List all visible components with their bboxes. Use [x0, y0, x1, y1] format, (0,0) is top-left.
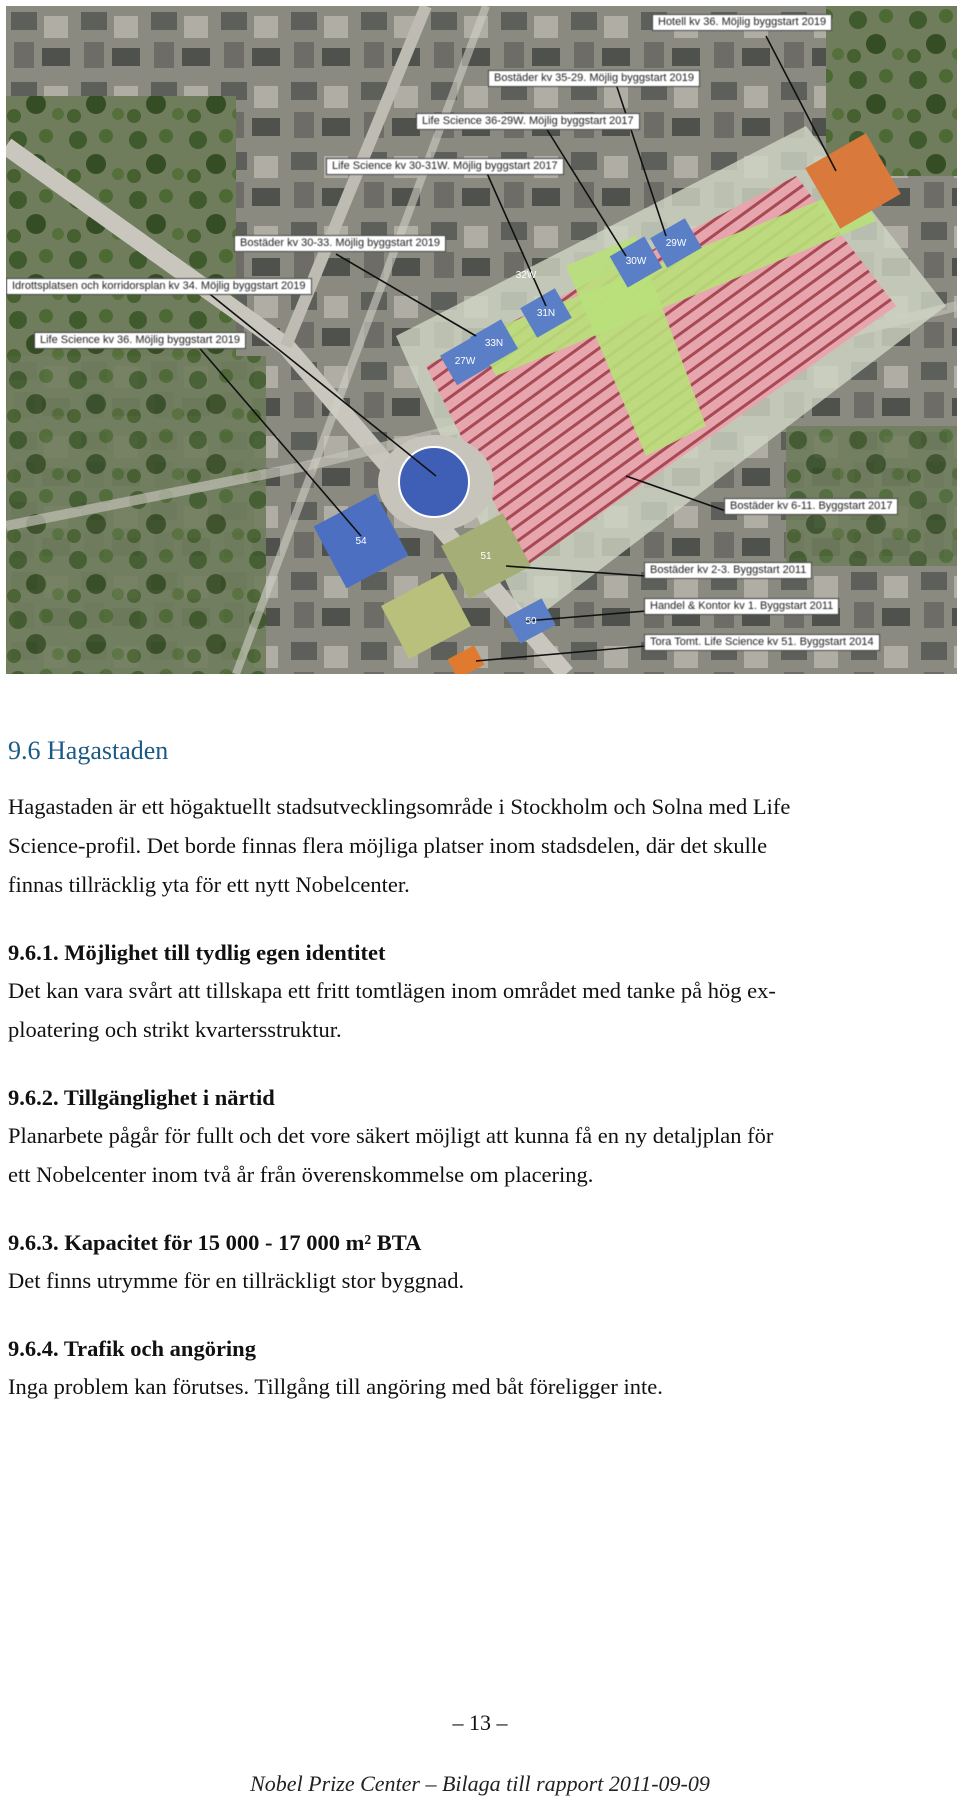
subsection-title: 9.6.3. Kapacitet för 15 000 - 17 000 m² BTA	[8, 1230, 422, 1255]
map-label: Bostäder kv 35-29. Möjlig byggstart 2019	[488, 70, 700, 87]
section-heading: 9.6 Hagastaden	[8, 736, 169, 765]
map-label: Life Science kv 36. Möjlig byggstart 2019	[34, 332, 246, 349]
subsection-line: Det finns utrymme för en tillräckligt stor byggnad.	[8, 1268, 465, 1293]
map-label: Life Science kv 30-31W. Möjlig byggstart 2017	[326, 158, 564, 175]
site-plan-map	[6, 6, 957, 674]
page-footer: Nobel Prize Center – Bilaga till rapport 2011-09-09	[250, 1771, 710, 1796]
map-label: Handel & Kontor kv 1. Byggstart 2011	[644, 598, 839, 615]
block-label: 30W	[625, 256, 647, 267]
intro-line: Science-profil. Det borde finnas flera möjliga platser inom stadsdelen, där det skulle	[8, 833, 768, 858]
map-label: Idrottsplatsen och korridorsplan kv 34. Möjlig byggstart 2019	[6, 278, 312, 295]
subsection-identity	[8, 934, 948, 1049]
subsection-title: 9.6.1. Möjlighet till tydlig egen identitet	[8, 940, 386, 965]
subsection-availability	[8, 1079, 948, 1194]
subsection-traffic	[8, 1330, 948, 1406]
intro-line: Hagastaden är ett högaktuellt stadsutvecklingsområde i Stockholm och Solna med Life	[8, 794, 791, 819]
document-body	[8, 735, 948, 1406]
block-label: 29W	[665, 238, 687, 249]
subsection-line: Inga problem kan förutses. Tillgång till angöring med båt föreligger inte.	[8, 1374, 663, 1399]
subsection-line: ett Nobelcenter inom två år från överenskommelse om placering.	[8, 1162, 594, 1187]
block-label: 51	[480, 551, 492, 562]
subsection-title: 9.6.2. Tillgänglighet i närtid	[8, 1085, 275, 1110]
map-label: Bostäder kv 6-11. Byggstart 2017	[724, 498, 898, 515]
block-label: 33N	[484, 338, 504, 349]
subsection-title: 9.6.4. Trafik och angöring	[8, 1336, 256, 1361]
map-label: Life Science 36-29W. Möjlig byggstart 2017	[416, 113, 640, 130]
intro-line: finnas tillräcklig yta för ett nytt Nobelcenter.	[8, 872, 410, 897]
subsection-capacity	[8, 1224, 948, 1300]
block-label: 54	[355, 536, 367, 547]
map-label: Bostäder kv 2-3. Byggstart 2011	[644, 562, 812, 579]
subsection-line: ploatering och strikt kvartersstruktur.	[8, 1017, 342, 1042]
map-label: Hotell kv 36. Möjlig byggstart 2019	[652, 14, 832, 31]
subsection-line: Det kan vara svårt att tillskapa ett fritt tomtlägen inom området med tanke på hög ex-	[8, 978, 776, 1003]
block-label: 31N	[536, 308, 556, 319]
map-label: Bostäder kv 30-33. Möjlig byggstart 2019	[234, 235, 446, 252]
block-label: 50	[525, 616, 537, 627]
block-label: 27W	[454, 356, 476, 367]
subsection-line: Planarbete pågår för fullt och det vore säkert möjligt att kunna få en ny detaljplan för	[8, 1123, 774, 1148]
map-label: Tora Tomt. Life Science kv 51. Byggstart 2014	[644, 634, 880, 651]
block-label: 32W	[515, 270, 537, 281]
page-number: – 13 –	[452, 1710, 508, 1735]
